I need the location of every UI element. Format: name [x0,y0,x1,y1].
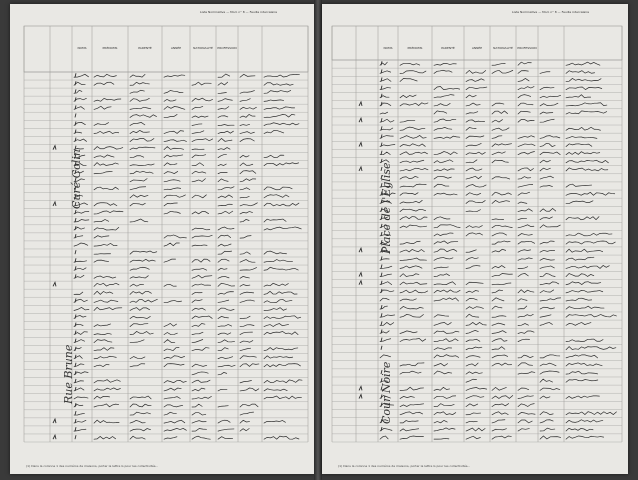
column-header: NATIONALITÉ [493,46,513,50]
column-header: ANNÉE [471,46,483,50]
census-table-right [322,4,628,474]
column-header: NOMS [77,46,87,50]
column-header: NOMS [383,46,393,50]
census-page-left [10,4,314,474]
column-header: PROFESSION [217,46,237,50]
book-gutter [314,0,322,480]
column-header: NATIONALITÉ [193,46,213,50]
column-header: PARENTÉ [138,46,152,50]
column-header: PRÉNOMS [407,46,423,50]
column-header: PRÉNOMS [102,46,118,50]
census-table-left [10,4,314,474]
census-page-right [322,4,628,474]
footnote-right: (1) Dans la colonne 1 des numéros de maisons, porter la lettre G pour les collectivités... [338,464,471,468]
column-header: ANNÉE [170,46,182,50]
page-header-right: Liste Nominative — Mod. n° 8 — Feuille intercalaire [512,10,590,14]
margin-note-right-lower: Cour Noire [380,361,393,424]
margin-note-right-upper: Place de l'Eglise [380,162,393,254]
margin-note-left-lower: Rue Brune [62,344,75,404]
footnote-left: (1) Dans la colonne 1 des numéros de maisons, porter la lettre G pour les collectivités... [26,464,159,468]
page-header-left: Liste Nominative — Mod. n° 8 — Feuille intercalaire [200,10,278,14]
margin-note-left-upper: Curé Colin [70,149,83,209]
column-header: PROFESSION [517,46,537,50]
column-header: PARENTÉ [441,46,455,50]
